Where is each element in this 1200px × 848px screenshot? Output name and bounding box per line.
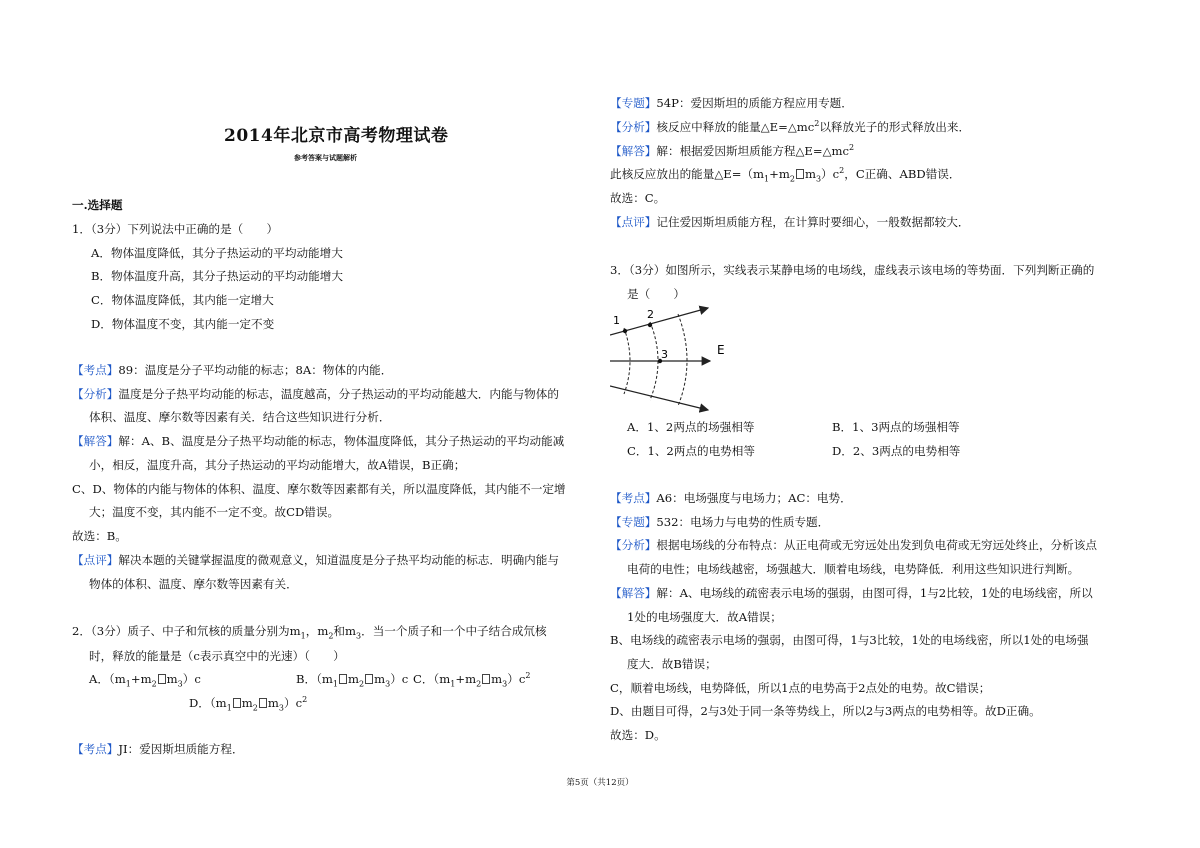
- q3-option-c: C．1、2两点的电势相等: [627, 444, 755, 458]
- section-heading: 一.选择题: [72, 198, 123, 212]
- q3-kaodian: 【考点】A6：电场强度与电场力；AC：电势．: [610, 491, 852, 505]
- q2-zhuanti: 【专题】54P：爱因斯坦的质能方程应用专题．: [610, 96, 853, 110]
- q2-fenxi: 【分析】核反应中释放的能量$\triangle E=\triangle mc^2$以释放光子的形式释放出来．: [610, 119, 971, 134]
- q1-option-d: D．物体温度不变，其内能一定不变: [91, 317, 275, 331]
- q2-jieda-calc: 此核反应放出的能量$\triangle E=(m_1+m_2$ $m_3)c^2$，C正确、ABD错误．: [610, 166, 961, 184]
- q3-jieda-cont: 1处的电场强度大．故A错误；: [627, 610, 782, 624]
- label-3: 3: [661, 348, 668, 361]
- tag-fenxi: 【分析】: [72, 387, 119, 401]
- q1-answer: 故选：B。: [72, 529, 127, 543]
- label-E: E: [717, 343, 725, 357]
- label-1: 1: [613, 314, 620, 327]
- q2-option-c: C．（$m_1+m_2$ $m_3)c^2$: [413, 671, 531, 689]
- q3-jieda-c: C，顺着电场线，电势降低，所以1点的电势高于2点处的电势。故C错误；: [610, 681, 991, 695]
- q2-option-b: B．（$m_1$ $m_2$ $m_3)c$: [296, 672, 409, 689]
- field-line-bottom: [610, 386, 708, 410]
- point-1: [623, 329, 627, 333]
- q2-option-d: D．（$m_1$ $m_2$ $m_3)c^2$: [189, 695, 308, 713]
- q1-dianping: [72, 552, 559, 568]
- q3-stem-cont: 是（ ）: [627, 287, 685, 301]
- equipotential-3: [678, 314, 687, 406]
- q1-dianping-cont: 物体的体积、温度、摩尔数等因素有关．: [89, 577, 298, 591]
- q1-kaodian-text: 89：温度是分子平均动能的标志；8A：物体的内能．: [118, 363, 393, 377]
- page-title: 2014年北京市高考物理试卷: [224, 126, 449, 146]
- q3-zhuanti: 【专题】532：电场力与电势的性质专题．: [610, 515, 830, 529]
- q2-stem-cont: 时，释放的能量是（c表示真空中的光速）（ ）: [89, 649, 345, 663]
- q2-dianping: 【点评】记住爱因斯坦质能方程，在计算时要细心，一般数据都较大．: [610, 215, 970, 229]
- q1-option-b: B．物体温度升高，其分子热运动的平均动能增大: [91, 269, 343, 283]
- q3-answer: 故选：D。: [610, 728, 666, 742]
- q2-option-a: A．（$m_1+m_2$ $m_3)c$: [89, 672, 201, 689]
- page-footer: 第5页（共12页）: [566, 778, 634, 788]
- q2-answer: 故选：C。: [610, 191, 666, 205]
- q3-option-b: B．1、3两点的场强相等: [832, 420, 960, 434]
- q3-stem: 3．（3分）如图所示，实线表示某静电场的电场线，虚线表示该电场的等势面．下列判断正确的: [610, 263, 1095, 277]
- tag-jieda: 【解答】: [72, 434, 119, 448]
- electric-field-figure: [610, 300, 760, 415]
- q1-option-c: C．物体温度降低，其内能一定增大: [91, 293, 274, 307]
- q1-kaodian: [72, 362, 392, 378]
- q3-jieda: 【解答】解：A、电场线的疏密表示电场的强弱，由图可得，1与2比较，1处的电场线密，所以: [610, 586, 1093, 600]
- q3-option-a: A．1、2两点的场强相等: [627, 420, 755, 434]
- q1-jieda-cd-cont: 大；温度不变，其内能不一定不变。故CD错误。: [89, 505, 340, 519]
- page-subtitle: 参考答案与试题解析: [294, 153, 357, 162]
- q3-fenxi-cont: 电荷的电性；电场线越密，场强越大．顺着电场线，电势降低．利用这些知识进行判断。: [627, 562, 1080, 576]
- q2-kaodian: 【考点】JI：爱因斯坦质能方程．: [72, 742, 244, 756]
- q3-fenxi: 【分析】根据电场线的分布特点：从正电荷或无穷远处出发到负电荷或无穷远处终止，分析该点: [610, 538, 1097, 552]
- tag-dianping: 【点评】: [72, 553, 119, 567]
- label-2: 2: [647, 308, 654, 321]
- q1-jieda: [72, 433, 564, 449]
- q3-jieda-b: B、电场线的疏密表示电场的强弱，由图可得，1与3比较，1处的电场线密，所以1处的电场强: [610, 633, 1089, 647]
- point-2: [648, 323, 652, 327]
- q3-jieda-b-cont: 度大．故B错误；: [627, 657, 717, 671]
- q2-stem: 2．（3分）质子、中子和氘核的质量分别为$m_1$，$m_2$和$m_3$．当一个质子和一个中子结合成氘核: [72, 624, 547, 641]
- q1-jieda-cont: 小，相反，温度升高，其分子热运动的平均动能增大，故A错误，B正确；: [89, 458, 466, 472]
- q1-dianping-text: 解决本题的关键掌握温度的微观意义，知道温度是分子热平均动能的标志．明确内能与: [118, 553, 559, 567]
- q1-fenxi: [72, 386, 559, 402]
- q1-option-a: A．物体温度降低，其分子热运动的平均动能增大: [91, 246, 343, 260]
- minus-glyph-box: [158, 674, 166, 684]
- tag-kaodian: 【考点】: [72, 363, 119, 377]
- q1-fenxi-cont: 体积、温度、摩尔数等因素有关．结合这些知识进行分析．: [89, 410, 391, 424]
- q3-option-d: D．2、3两点的电势相等: [832, 444, 961, 458]
- q1-jieda-text: 解：A、B、温度是分子热平均动能的标志，物体温度降低，其分子热运动的平均动能减: [118, 434, 565, 448]
- q1-fenxi-text: 温度是分子热平均动能的标志，温度越高，分子热运动的平均动能越大．内能与物体的: [118, 387, 559, 401]
- q1-stem: 1．（3分）下列说法中正确的是（ ）: [72, 222, 279, 236]
- q1-jieda-cd: C、D、物体的内能与物体的体积、温度、摩尔数等因素都有关，所以温度降低，其内能不一定增: [72, 482, 566, 496]
- q3-jieda-d: D、由题目可得，2与3处于同一条等势线上，所以2与3两点的电势相等。故D正确。: [610, 704, 1041, 718]
- q2-jieda: 【解答】解：根据爱因斯坦质能方程$\triangle E=\triangle mc^2$: [610, 143, 855, 158]
